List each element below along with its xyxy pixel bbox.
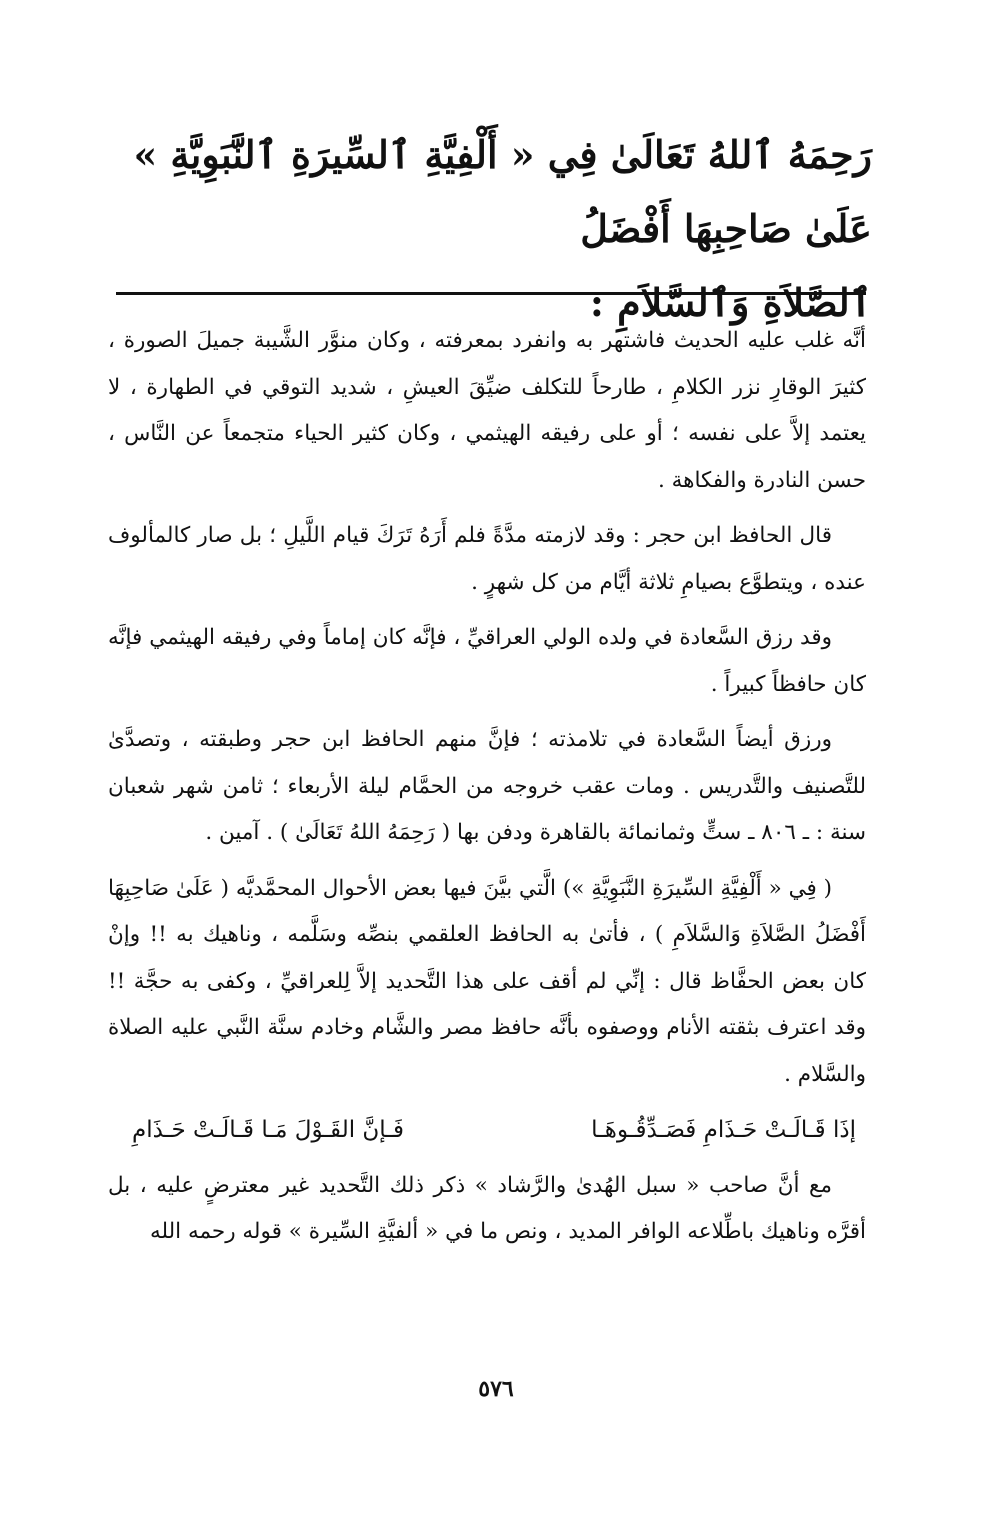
footnote-divider — [116, 292, 866, 295]
verse-second-hemistich: فَـإنَّ القَـوْلَ مَـا قَـالَـتْ حَـذَامِ — [132, 1117, 405, 1143]
verse-heading — [110, 118, 872, 340]
paragraph-2: قال الحافظ ابن حجر : وقد لازمته مدَّةً فلم أَرَهُ تَرَكَ قيام اللَّيلِ ؛ بل صار كالمألوف عنده ، ويتطوَّع بصيامِ ثلاثة أيَّام من كل شهرٍ . — [108, 523, 866, 595]
paragraph-5: ( فِي « أَلْفِيَّةِ السِّيرَةِ النَّبَوِيَّةِ ») الَّتي بيَّنَ فيها بعض الأحوال المحمَّديَّه ( عَلَىٰ صَاحِبِهَا أَفْضَلُ الصَّلاَةِ وَالسَّلاَمِ ) ، فأتىٰ به الحافظ العلقمي بنصِّه وسَلَّمه ، وناهيك به !! وإنْ كان بعض الحفَّاظ قال : إنِّي لم أقف على هذا التَّحديد إلاَّ لِلعراقيِّ ، وكفى به حجَّة !! وقد اعترف بثقته الأنام ووصفوه بأنَّه حافظ مصر والشَّام وخادم سنَّة النَّبي عليه الصلاة والسَّلام . — [108, 875, 866, 1087]
paragraph-4: ورزق أيضاً السَّعادة في تلامذته ؛ فإنَّ منهم الحافظ ابن حجر وطبقته ، وتصدَّىٰ للتَّصنيف والتَّدريس . ومات عقب خروجه من الحمَّام ليلة الأربعاء ؛ ثامن شهر شعبان سنة : ـ ٨٠٦ ـ ستٍّ وثمانمائة بالقاهرة ودفن بها ( رَحِمَهُ اللهُ تَعَالَىٰ ) . آمين . — [108, 727, 866, 845]
paragraph-1: أنَّه غلب عليه الحديث فاشتهر به وانفرد بمعرفته ، وكان منوَّر الشَّيبة جميلَ الصورة ، كثيرَ الوقارِ نزر الكلامِ ، طارحاً للتكلف ضيِّقَ العيشِ ، شديد التوقي في الطهارة ، لا يعتمد إلاَّ على نفسه ؛ أو على رفيقه الهيثمي ، وكان كثير الحياء متجمعاً عن النَّاس ، حسن النادرة والفكاهة . — [108, 328, 866, 493]
heading-line-1: رَحِمَهُ ٱللهُ تَعَالَىٰ فِي « أَلْفِيَّةِ ٱلسِّيرَةِ ٱلنَّبَوِيَّةِ » عَلَىٰ صَاحِبِهَا أَفْضَلُ — [133, 132, 872, 251]
poetry-verse — [108, 1107, 866, 1154]
heading-line-2: ٱلصَّلاَةِ وَٱلسَّلاَمِ : — [589, 280, 872, 325]
commentary-text — [108, 318, 866, 1265]
verse-first-hemistich: إذَا قَـالَـتْ حَـذَامِ فَصَـدِّقُـوهَـا — [591, 1117, 856, 1143]
paragraph-3: وقد رزق السَّعادة في ولده الولي العراقيِّ ، فإنَّه كان إماماً وفي رفيقه الهيثمي فإنَّه كان حافظاً كبيراً . — [108, 625, 866, 697]
page-number: ٥٧٦ — [478, 1376, 514, 1402]
paragraph-6: مع أنَّ صاحب « سبل الهُدىٰ والرَّشاد » ذكر ذلك التَّحديد غير معترضٍ عليه ، بل أقرَّه وناهيك باطِّلاعه الوافر المديد ، ونص ما في « ألفيَّةِ السِّيرة » قوله رحمه الله — [108, 1172, 866, 1244]
